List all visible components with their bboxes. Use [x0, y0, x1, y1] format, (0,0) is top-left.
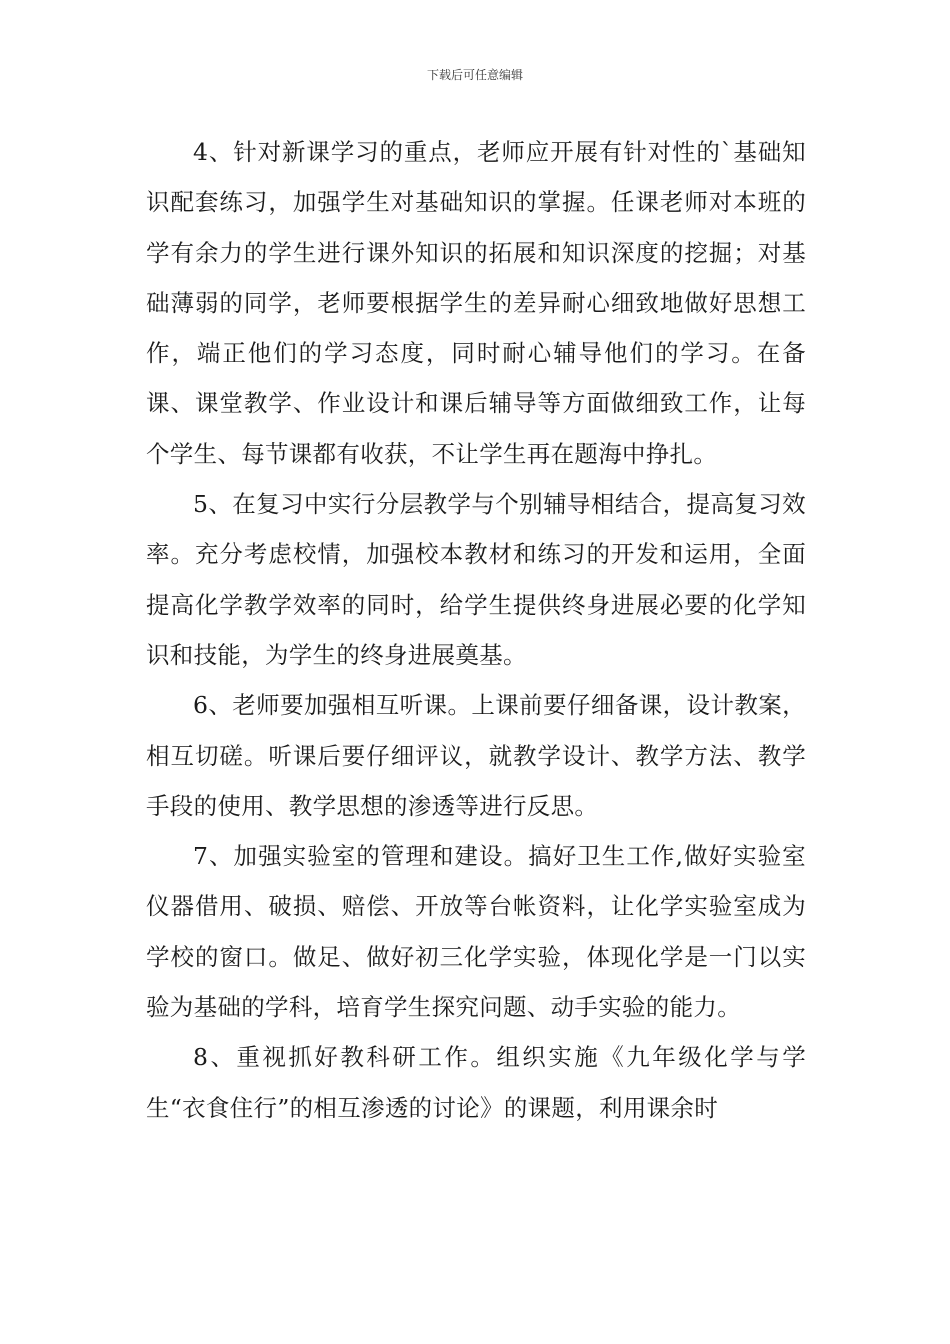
- paragraph-5: 5、在复习中实行分层教学与个别辅导相结合，提高复习效率。充分考虑校情，加强校本教材和练习的开发和运用，全面提高化学教学效率的同时，给学生提供终身进展必要的化学知识和技能，为学生的终身进展奠基。: [146, 490, 806, 669]
- paragraph-7: 7、加强实验室的管理和建设。搞好卫生工作,做好实验室仪器借用、破损、赔偿、开放等台帐资料，让化学实验室成为学校的窗口。做足、做好初三化学实验，体现化学是一门以实验为基础的学科，培育学生探究问题、动手实验的能力。: [146, 842, 806, 1022]
- paragraph-6: 6、老师要加强相互听课。上课前要仔细备课，设计教案，相互切磋。听课后要仔细评议，就教学设计、教学方法、教学手段的使用、教学思想的渗透等进行反思。: [146, 691, 806, 820]
- document-body: [146, 127, 806, 1133]
- page-header: 下载后可任意编辑: [426, 68, 523, 82]
- paragraph-4: 4、针对新课学习的重点，老师应开展有针对性的`基础知识配套练习，加强学生对基础知识的掌握。任课老师对本班的学有余力的学生进行课外知识的拓展和知识深度的挖掘；对基础薄弱的同学，老师要根据学生的差异耐心细致地做好思想工作，端正他们的学习态度，同时耐心辅导他们的学习。在备课、课堂教学、作业设计和课后辅导等方面做细致工作，让每个学生、每节课都有收获，不让学生再在题海中挣扎。: [146, 138, 806, 468]
- paragraph-8: 8、重视抓好教科研工作。组织实施《九年级化学与学生“衣食住行”的相互渗透的讨论》的课题，利用课余时: [146, 1043, 806, 1122]
